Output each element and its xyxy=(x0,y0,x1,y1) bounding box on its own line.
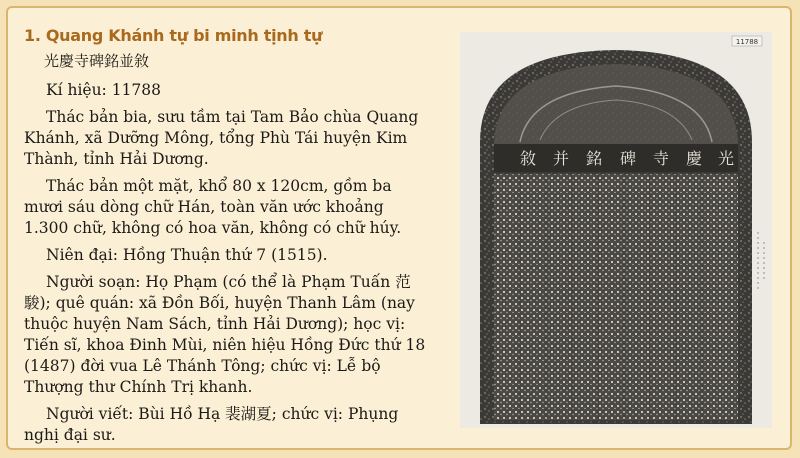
header-char: 光 xyxy=(717,149,735,168)
stele-rubbing-image xyxy=(460,32,772,428)
header-char: 銘 xyxy=(585,149,603,168)
entry-date: Niên đại: Hồng Thuận thứ 7 (1515). xyxy=(46,246,328,264)
header-char: 并 xyxy=(552,149,570,168)
han-title: 光慶寺碑銘並敘 xyxy=(44,52,150,70)
header-char: 敘 xyxy=(519,149,537,168)
entry-symbol: Kí hiệu: 11788 xyxy=(46,81,162,99)
entry-writer: Người viết: Bùi Hồ Hạ 裴湖夏; chức vị: Phụng nghị đại sư. xyxy=(24,405,399,444)
header-characters xyxy=(520,149,734,168)
archive-tag-text: 11788 xyxy=(735,38,759,46)
header-char: 慶 xyxy=(685,149,703,168)
entry-author: Người soạn: Họ Phạm (có thể là Phạm Tuấn 范駿); quê quán: xã Đồn Bối, huyện Thanh Lâm (nay thuộc huyện Nam Sách, tỉnh Hải Dương); học vị: Tiến sĩ, khoa Đinh Mùi, niên hiệu Hồng Đức thứ 18 (1487) đời vua Lê Thánh Tông; chức vị: Lễ bộ Thượng thư Chính Trị khanh. xyxy=(24,273,426,396)
header-char: 寺 xyxy=(652,149,670,168)
entry-description: Thác bản một mặt, khổ 80 x 120cm, gồm ba mươi sáu dòng chữ Hán, toàn văn ước khoảng 1.300 chữ, không có hoa văn, không có chữ húy. xyxy=(24,177,402,237)
section-title: 1. Quang Khánh tự bi minh tịnh tự xyxy=(24,26,323,45)
header-char: 碑 xyxy=(619,149,637,168)
entry-source: Thác bản bia, sưu tầm tại Tam Bảo chùa Quang Khánh, xã Dưỡng Mông, tổng Phù Tái huyện Kim Thành, tỉnh Hải Dương. xyxy=(24,108,419,168)
text-column xyxy=(24,26,426,452)
inscription-body xyxy=(494,174,738,420)
